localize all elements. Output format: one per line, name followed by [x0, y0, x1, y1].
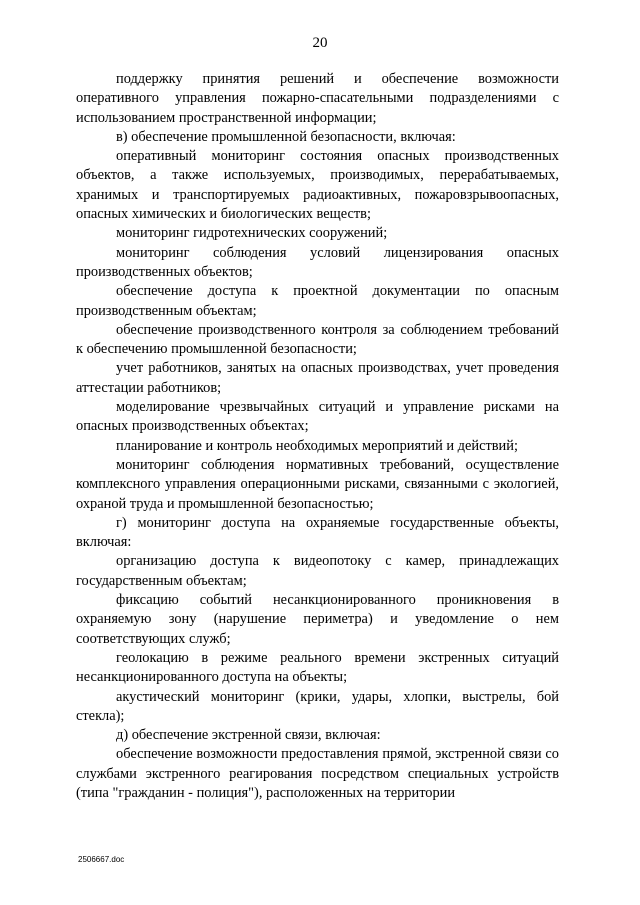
- paragraph: обеспечение доступа к проектной документации по опасным производственным объектам;: [76, 283, 559, 319]
- paragraph: моделирование чрезвычайных ситуаций и управление рисками на опасных производственных объектах;: [76, 399, 559, 435]
- paragraph: мониторинг соблюдения условий лицензирования опасных производственных объектов;: [76, 244, 559, 280]
- paragraph: фиксацию событий несанкционированного проникновения в охраняемую зону (нарушение периметра) и уведомление о нем соответствующих служб;: [76, 592, 559, 647]
- document-body: [76, 70, 559, 803]
- paragraph: организацию доступа к видеопотоку с камер, принадлежащих государственным объектам;: [76, 553, 559, 589]
- paragraph: оперативный мониторинг состояния опасных производственных объектов, а также используемых, производимых, перерабатываемых, хранимых и транспортируемых радиоактивных, пожаровзрывоопасных, опасных химических и биологических веществ;: [76, 148, 559, 223]
- paragraph: мониторинг гидротехнических сооружений;: [116, 225, 388, 242]
- paragraph: учет работников, занятых на опасных производствах, учет проведения аттестации работников;: [76, 360, 559, 396]
- paragraph: геолокацию в режиме реального времени экстренных ситуаций несанкционированного доступа на объекты;: [76, 649, 559, 686]
- section-heading-v: в) обеспечение промышленной безопасности, включая:: [116, 128, 456, 145]
- paragraph: планирование и контроль необходимых мероприятий и действий;: [116, 437, 518, 454]
- paragraph: акустический мониторинг (крики, удары, хлопки, выстрелы, бой стекла);: [76, 688, 559, 724]
- page-number: 20: [312, 35, 328, 51]
- section-heading-g: г) мониторинг доступа на охраняемые государственные объекты, включая:: [76, 514, 559, 551]
- paragraph: обеспечение производственного контроля за соблюдением требований к обеспечению промышленной безопасности;: [76, 321, 559, 358]
- paragraph: мониторинг соблюдения нормативных требований, осуществление комплексного управления операционными рисками, связанными с экологией, охраной труда и промышленной безопасностью;: [76, 456, 559, 512]
- footer-filename: 2506667.doc: [78, 855, 125, 864]
- paragraph: поддержку принятия решений и обеспечение возможности оперативного управления пожарно-спасательными подразделениями с использованием пространственной информации;: [76, 71, 559, 126]
- section-heading-d: д) обеспечение экстренной связи, включая:: [116, 727, 381, 744]
- paragraph: обеспечение возможности предоставления прямой, экстренной связи со службами экстренного реагирования посредством специальных устройств (типа "гражданин - полиция"), расположенных на территории: [76, 746, 559, 801]
